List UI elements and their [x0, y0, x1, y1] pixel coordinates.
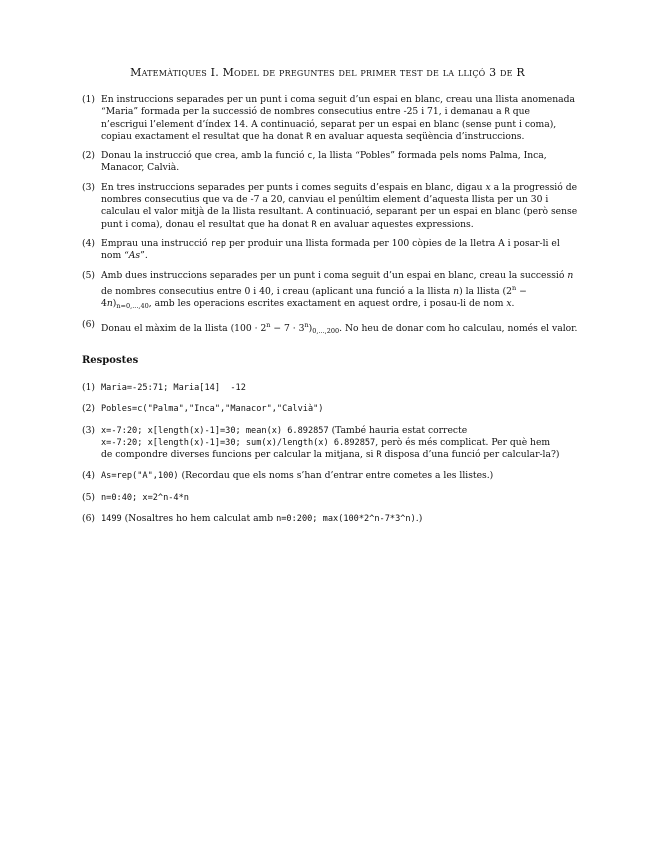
answer-6: (6) 1499 (Nosaltres ho hem calculat amb n=0:200; max(100*2^n-7*3^n).)	[82, 513, 423, 525]
question-2: (2) Donau la instrucció que crea, amb la funció c, la llista “Pobles” formada pels noms Palma, Inca, Manacor, Calvià.	[82, 150, 547, 174]
answer-2: (2) Pobles=c("Palma","Inca","Manacor","Calvià")	[82, 403, 324, 415]
answers-heading: Respostes	[82, 355, 139, 366]
answer-5: (5) n=0:40; x=2^n-4*n	[82, 491, 189, 503]
question-5: (5) Amb dues instruccions separades per un punt i coma seguit d’un espai en blanc, creau la successió n de nombres consecutius entre 0 i 40, i creau (aplicant una funció a la llista n) la llista $(2^n - 4n)_{n=0,...,40}$, amb les operacions escrites exactament en aquest ordre, i posau-li de nom x.	[82, 269, 574, 311]
question-6: (6) Donau el màxim de la llista $(100 \cdot 2^n - 7 \cdot 3^n)_{0,...,200}$. No heu de donar com ho calculau, només el valor.	[82, 319, 578, 336]
page-title: Matemàtiques I. Model de preguntes del primer test de la lliçó 3 de R	[130, 66, 525, 79]
answer-list	[82, 382, 578, 525]
question-list	[82, 94, 578, 338]
answer-3: (3) x=-7:20; x[length(x)-1]=30; mean(x) 6.892857 (També hauria estat correcte x=-7:20; x[length(x)-1]=30; sum(x)/length(x) 6.892857, però és més complicat. Per què hem de compondre diverses funcions per calcular la mitjana, si R disposa d’una funció per calcular-la?)	[82, 424, 560, 461]
answer-1: (1) Maria=-25:71; Maria[14] -12	[82, 382, 246, 393]
question-3: (3) En tres instruccions separades per punts i comes seguits d’espais en blanc, digau x a la progressió de nombres consecutius que va de -7 a 20, canviau el penúltim element d’aquesta llista per un 30 i calculau el valor mitjà de la llista resultant. A continuació, separant per un espai en blanc (però sense punt i coma), donau el resultat que ha donat R en avaluar aquestes expressions.	[82, 181, 578, 230]
answer-4: (4) As=rep("A",100) (Recordau que els noms s’han d’entrar entre cometes a les llistes.)	[82, 470, 494, 482]
question-4: (4) Emprau una instrucció rep per produir una llista formada per 100 còpies de la lletra A i posar-li el nom “As”.	[82, 237, 560, 262]
question-1: (1) En instruccions separades per un punt i coma seguit d’un espai en blanc, creau una llista anomenada “Maria” formada per la successió de nombres consecutius entre -25 i 71, i demanau a R que n’escrigui l’element d’índex 14. A continuació, separat per un espai en blanc (sense punt i coma), copiau exactament el resultat que ha donat R en avaluar aquesta seqüència d’instruccions.	[82, 94, 575, 142]
